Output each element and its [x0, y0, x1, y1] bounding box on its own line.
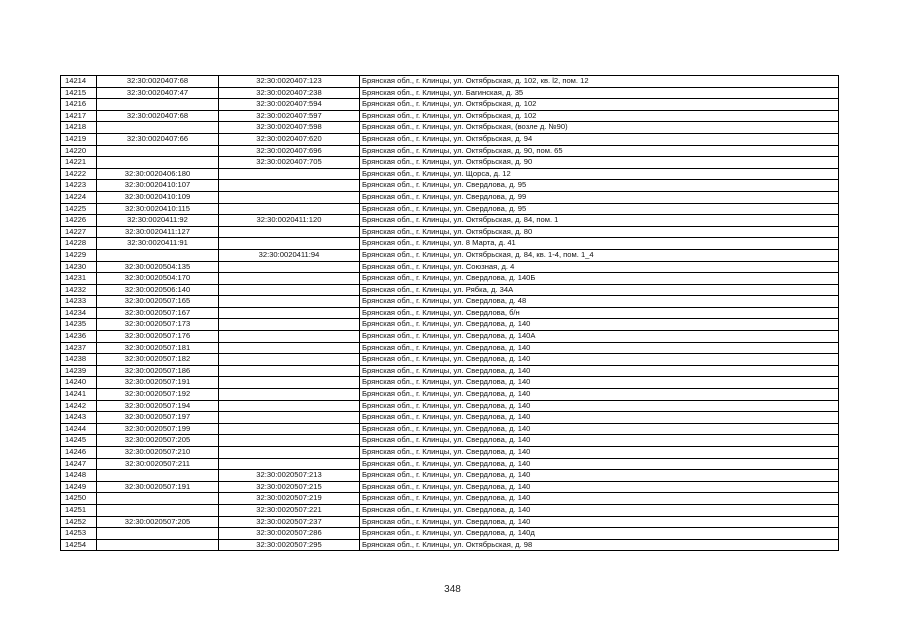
cadastral-number-building: 32:30:0020411:94 [219, 249, 360, 261]
address-cell: Брянская обл., г. Клинцы, ул. Октябрьская, д. 84, пом. 1 [360, 215, 839, 227]
cadastral-number-parcel [97, 504, 219, 516]
table-row [61, 331, 839, 343]
cadastral-number-building [219, 261, 360, 273]
cadastral-number-parcel: 32:30:0020506:140 [97, 284, 219, 296]
table-row [61, 249, 839, 261]
cadastral-number-building [219, 191, 360, 203]
table-row [61, 145, 839, 157]
cadastral-number-building [219, 296, 360, 308]
cadastral-number-building [219, 354, 360, 366]
row-number: 14224 [61, 191, 97, 203]
table-body [61, 76, 839, 551]
cadastral-number-building [219, 319, 360, 331]
row-number: 14235 [61, 319, 97, 331]
row-number: 14214 [61, 76, 97, 88]
address-cell: Брянская обл., г. Клинцы, ул. Свердлова, д. 48 [360, 296, 839, 308]
row-number: 14225 [61, 203, 97, 215]
cadastral-number-parcel: 32:30:0020507:197 [97, 412, 219, 424]
row-number: 14233 [61, 296, 97, 308]
cadastral-number-parcel: 32:30:0020507:211 [97, 458, 219, 470]
row-number: 14223 [61, 180, 97, 192]
cadastral-number-parcel [97, 99, 219, 111]
cadastral-number-building: 32:30:0020507:213 [219, 470, 360, 482]
table-row [61, 470, 839, 482]
address-cell: Брянская обл., г. Клинцы, ул. 8 Марта, д. 41 [360, 238, 839, 250]
cadastral-number-parcel: 32:30:0020507:205 [97, 516, 219, 528]
cadastral-number-building: 32:30:0020407:598 [219, 122, 360, 134]
table-row [61, 122, 839, 134]
table-row [61, 284, 839, 296]
row-number: 14248 [61, 470, 97, 482]
address-cell: Брянская обл., г. Клинцы, ул. Свердлова, д. 140Б [360, 273, 839, 285]
table-row [61, 273, 839, 285]
cadastral-number-building [219, 389, 360, 401]
row-number: 14234 [61, 307, 97, 319]
row-number: 14246 [61, 447, 97, 459]
address-cell: Брянская обл., г. Клинцы, ул. Свердлова, д. 140 [360, 389, 839, 401]
address-cell: Брянская обл., г. Клинцы, ул. Свердлова, б/н [360, 307, 839, 319]
row-number: 14250 [61, 493, 97, 505]
row-number: 14232 [61, 284, 97, 296]
table-row [61, 157, 839, 169]
address-cell: Брянская обл., г. Клинцы, ул. Октябрьская, д. 98 [360, 539, 839, 551]
row-number: 14249 [61, 481, 97, 493]
cadastral-number-parcel: 32:30:0020507:192 [97, 389, 219, 401]
table-row [61, 435, 839, 447]
row-number: 14219 [61, 133, 97, 145]
cadastral-number-parcel: 32:30:0020407:68 [97, 76, 219, 88]
table-row [61, 296, 839, 308]
address-cell: Брянская обл., г. Клинцы, ул. Октябрьская, (возле д. №90) [360, 122, 839, 134]
cadastral-number-building: 32:30:0020507:221 [219, 504, 360, 516]
row-number: 14242 [61, 400, 97, 412]
address-cell: Брянская обл., г. Клинцы, ул. Свердлова, д. 140 [360, 377, 839, 389]
cadastral-number-parcel [97, 470, 219, 482]
cadastral-number-parcel [97, 249, 219, 261]
address-cell: Брянская обл., г. Клинцы, ул. Свердлова, д. 140д [360, 528, 839, 540]
address-cell: Брянская обл., г. Клинцы, ул. Свердлова, д. 140 [360, 412, 839, 424]
address-cell: Брянская обл., г. Клинцы, ул. Свердлова, д. 95 [360, 203, 839, 215]
page-number: 348 [444, 584, 461, 595]
table-row [61, 516, 839, 528]
table-row [61, 389, 839, 401]
row-number: 14254 [61, 539, 97, 551]
cadastral-number-building: 32:30:0020407:696 [219, 145, 360, 157]
cadastral-number-parcel: 32:30:0020507:182 [97, 354, 219, 366]
table-row [61, 504, 839, 516]
address-cell: Брянская обл., г. Клинцы, ул. Октябрьская, д. 102 [360, 99, 839, 111]
row-number: 14245 [61, 435, 97, 447]
address-cell: Брянская обл., г. Клинцы, ул. Свердлова, д. 99 [360, 191, 839, 203]
cadastral-number-parcel: 32:30:0020507:191 [97, 377, 219, 389]
row-number: 14228 [61, 238, 97, 250]
address-cell: Брянская обл., г. Клинцы, ул. Октябрьская, д. 90, пом. 65 [360, 145, 839, 157]
cadastral-number-parcel: 32:30:0020507:181 [97, 342, 219, 354]
row-number: 14218 [61, 122, 97, 134]
table-row [61, 458, 839, 470]
address-cell: Брянская обл., г. Клинцы, ул. Свердлова, д. 140 [360, 481, 839, 493]
table-row [61, 365, 839, 377]
cadastral-number-building [219, 423, 360, 435]
cadastral-number-building [219, 331, 360, 343]
address-cell: Брянская обл., г. Клинцы, ул. Свердлова, д. 140 [360, 365, 839, 377]
row-number: 14237 [61, 342, 97, 354]
cadastral-number-building [219, 238, 360, 250]
table-row [61, 261, 839, 273]
table-row [61, 110, 839, 122]
address-cell: Брянская обл., г. Клинцы, ул. Октябрьская, д. 80 [360, 226, 839, 238]
cadastral-number-building [219, 435, 360, 447]
table-row [61, 226, 839, 238]
cadastral-number-building: 32:30:0020507:237 [219, 516, 360, 528]
cadastral-number-parcel: 32:30:0020411:127 [97, 226, 219, 238]
cadastral-number-building: 32:30:0020411:120 [219, 215, 360, 227]
row-number: 14251 [61, 504, 97, 516]
row-number: 14227 [61, 226, 97, 238]
address-cell: Брянская обл., г. Клинцы, ул. Свердлова, д. 140 [360, 504, 839, 516]
address-cell: Брянская обл., г. Клинцы, ул. Октябрьская, д. 84, кв. 1-4, пом. 1_4 [360, 249, 839, 261]
cadastral-number-building [219, 284, 360, 296]
table-row [61, 168, 839, 180]
cadastral-number-building [219, 307, 360, 319]
cadastral-number-parcel: 32:30:0020504:170 [97, 273, 219, 285]
row-number: 14220 [61, 145, 97, 157]
cadastral-number-building [219, 203, 360, 215]
table-row [61, 539, 839, 551]
cadastral-number-building [219, 168, 360, 180]
address-cell: Брянская обл., г. Клинцы, ул. Свердлова, д. 140 [360, 400, 839, 412]
cadastral-number-parcel: 32:30:0020410:107 [97, 180, 219, 192]
cadastral-number-building [219, 273, 360, 285]
cadastral-number-building [219, 447, 360, 459]
cadastral-number-parcel: 32:30:0020411:92 [97, 215, 219, 227]
address-cell: Брянская обл., г. Клинцы, ул. Союзная, д. 4 [360, 261, 839, 273]
row-number: 14244 [61, 423, 97, 435]
cadastral-number-parcel: 32:30:0020411:91 [97, 238, 219, 250]
row-number: 14238 [61, 354, 97, 366]
cadastral-number-parcel [97, 122, 219, 134]
address-cell: Брянская обл., г. Клинцы, ул. Свердлова, д. 140 [360, 458, 839, 470]
table-row [61, 377, 839, 389]
row-number: 14217 [61, 110, 97, 122]
table-row [61, 400, 839, 412]
address-cell: Брянская обл., г. Клинцы, ул. Свердлова, д. 140 [360, 319, 839, 331]
cadastral-number-parcel: 32:30:0020507:199 [97, 423, 219, 435]
table-row [61, 354, 839, 366]
cadastral-number-building: 32:30:0020407:705 [219, 157, 360, 169]
row-number: 14243 [61, 412, 97, 424]
table-row [61, 342, 839, 354]
cadastral-number-building: 32:30:0020507:295 [219, 539, 360, 551]
cadastral-number-building: 32:30:0020407:620 [219, 133, 360, 145]
row-number: 14221 [61, 157, 97, 169]
cadastral-number-parcel: 32:30:0020507:165 [97, 296, 219, 308]
table-row [61, 203, 839, 215]
row-number: 14252 [61, 516, 97, 528]
address-cell: Брянская обл., г. Клинцы, ул. Багинская, д. 35 [360, 87, 839, 99]
table-row [61, 87, 839, 99]
cadastral-number-building [219, 400, 360, 412]
cadastral-number-parcel: 32:30:0020507:194 [97, 400, 219, 412]
cadastral-number-building [219, 377, 360, 389]
table-row [61, 99, 839, 111]
cadastral-number-parcel: 32:30:0020504:135 [97, 261, 219, 273]
cadastral-number-parcel: 32:30:0020507:176 [97, 331, 219, 343]
cadastral-number-building [219, 412, 360, 424]
cadastral-number-parcel [97, 493, 219, 505]
cadastral-number-parcel: 32:30:0020407:47 [97, 87, 219, 99]
cadastral-number-building [219, 342, 360, 354]
cadastral-number-building: 32:30:0020507:215 [219, 481, 360, 493]
address-cell: Брянская обл., г. Клинцы, ул. Свердлова, д. 140 [360, 516, 839, 528]
address-cell: Брянская обл., г. Клинцы, ул. Щорса, д. 12 [360, 168, 839, 180]
cadastral-number-parcel: 32:30:0020410:109 [97, 191, 219, 203]
cadastral-number-parcel [97, 528, 219, 540]
table-row [61, 307, 839, 319]
address-cell: Брянская обл., г. Клинцы, ул. Октябрьская, д. 90 [360, 157, 839, 169]
cadastral-number-parcel [97, 539, 219, 551]
row-number: 14230 [61, 261, 97, 273]
table-row [61, 423, 839, 435]
table-row [61, 191, 839, 203]
cadastral-number-building: 32:30:0020407:594 [219, 99, 360, 111]
address-cell: Брянская обл., г. Клинцы, ул. Свердлова, д. 140 [360, 447, 839, 459]
address-cell: Брянская обл., г. Клинцы, ул. Октябрьская, д. 102, кв. l2, пом. 12 [360, 76, 839, 88]
cadastral-number-building [219, 458, 360, 470]
cadastral-number-parcel: 32:30:0020407:66 [97, 133, 219, 145]
cadastral-number-parcel: 32:30:0020507:173 [97, 319, 219, 331]
row-number: 14236 [61, 331, 97, 343]
address-cell: Брянская обл., г. Клинцы, ул. Свердлова, д. 140 [360, 354, 839, 366]
cadastral-number-parcel: 32:30:0020507:210 [97, 447, 219, 459]
table-row [61, 133, 839, 145]
address-cell: Брянская обл., г. Клинцы, ул. Октябрьская, д. 94 [360, 133, 839, 145]
row-number: 14240 [61, 377, 97, 389]
cadastral-table [60, 75, 839, 551]
table-row [61, 319, 839, 331]
row-number: 14229 [61, 249, 97, 261]
address-cell: Брянская обл., г. Клинцы, ул. Октябрьская, д. 102 [360, 110, 839, 122]
cadastral-number-building: 32:30:0020407:597 [219, 110, 360, 122]
cadastral-number-parcel [97, 157, 219, 169]
row-number: 14253 [61, 528, 97, 540]
cadastral-number-parcel: 32:30:0020410:115 [97, 203, 219, 215]
row-number: 14241 [61, 389, 97, 401]
cadastral-number-building: 32:30:0020507:286 [219, 528, 360, 540]
table-row [61, 493, 839, 505]
address-cell: Брянская обл., г. Клинцы, ул. Свердлова, д. 140 [360, 435, 839, 447]
cadastral-number-building [219, 365, 360, 377]
row-number: 14247 [61, 458, 97, 470]
cadastral-number-parcel: 32:30:0020407:68 [97, 110, 219, 122]
cadastral-number-parcel: 32:30:0020507:167 [97, 307, 219, 319]
address-cell: Брянская обл., г. Клинцы, ул. Свердлова, д. 140А [360, 331, 839, 343]
address-cell: Брянская обл., г. Клинцы, ул. Свердлова, д. 140 [360, 470, 839, 482]
table-row [61, 238, 839, 250]
row-number: 14222 [61, 168, 97, 180]
row-number: 14226 [61, 215, 97, 227]
address-cell: Брянская обл., г. Клинцы, ул. Свердлова, д. 95 [360, 180, 839, 192]
table-row [61, 528, 839, 540]
cadastral-number-parcel: 32:30:0020507:186 [97, 365, 219, 377]
table-row [61, 447, 839, 459]
cadastral-number-parcel: 32:30:0020406:180 [97, 168, 219, 180]
cadastral-number-building: 32:30:0020507:219 [219, 493, 360, 505]
address-cell: Брянская обл., г. Клинцы, ул. Свердлова, д. 140 [360, 423, 839, 435]
address-cell: Брянская обл., г. Клинцы, ул. Рябка, д. 34А [360, 284, 839, 296]
cadastral-number-parcel [97, 145, 219, 157]
cadastral-number-building: 32:30:0020407:238 [219, 87, 360, 99]
cadastral-number-building: 32:30:0020407:123 [219, 76, 360, 88]
cadastral-number-parcel: 32:30:0020507:205 [97, 435, 219, 447]
table-row [61, 215, 839, 227]
address-cell: Брянская обл., г. Клинцы, ул. Свердлова, д. 140 [360, 342, 839, 354]
table-row [61, 76, 839, 88]
row-number: 14215 [61, 87, 97, 99]
table-row [61, 412, 839, 424]
row-number: 14216 [61, 99, 97, 111]
address-cell: Брянская обл., г. Клинцы, ул. Свердлова, д. 140 [360, 493, 839, 505]
table-row [61, 180, 839, 192]
cadastral-number-parcel: 32:30:0020507:191 [97, 481, 219, 493]
row-number: 14239 [61, 365, 97, 377]
cadastral-number-building [219, 226, 360, 238]
cadastral-number-building [219, 180, 360, 192]
row-number: 14231 [61, 273, 97, 285]
table-row [61, 481, 839, 493]
